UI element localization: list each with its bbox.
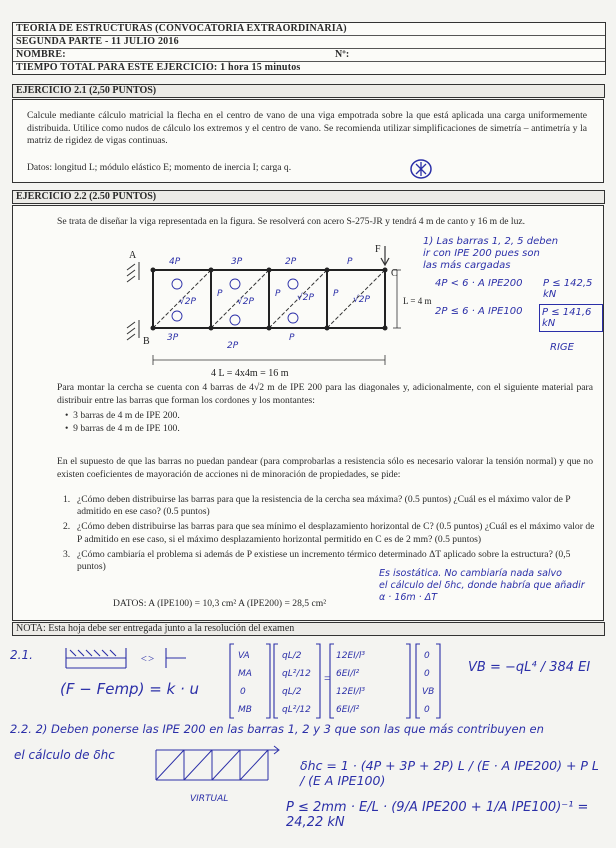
material-text: Para montar la cercha se cuenta con 4 barras de 4√2 m de IPE 200 para las diagonales y, adicionalmente, con el siguiente material para distribuir entre las barras que forman los cordones y los montantes:	[57, 382, 593, 406]
svg-text:2P: 2P	[227, 341, 239, 351]
label-a: A	[129, 250, 137, 261]
svg-text:√2P: √2P	[353, 295, 370, 305]
handwritten-result-2: P ≤ 141,6 kN	[539, 304, 603, 332]
svg-text:VA: VA	[238, 651, 250, 661]
virtual-truss-sketch	[150, 740, 280, 800]
svg-text:<>: <>	[140, 653, 155, 665]
supuesto-text: En el supuesto de que las barras no puedan pandear (para comprobarlas a resistencia sólo es necesario valorar la tensión normal) y que no existen coeficientes de mayoración de acciones ni de minoración de propiedades, se pide:	[57, 456, 593, 480]
handwritten-rige: RIGE	[550, 342, 574, 353]
header-date: SEGUNDA PARTE - 11 JULIO 2016	[13, 36, 605, 49]
section-title-2-1: EJERCICIO 2.1 (2,50 PUNTOS)	[12, 84, 605, 98]
support-a-icon	[127, 262, 139, 282]
label-f: F	[375, 244, 381, 255]
list-item: 2. ¿Cómo deben distribuirse las barras para que sea mínimo el desplazamiento horizontal de C? (0.5 puntos) ¿Cuál es el máximo valor de P admitido en ese caso, si el máximo desplazamiento horizontal permitido en C es de 2 mm? (0.5 puntos)	[63, 521, 595, 545]
list-item: • 3 barras de 4 m de IPE 200.	[65, 410, 180, 421]
hw-section-2-2-cont: el cálculo de δhc	[14, 748, 115, 762]
hw-virtual-label: VIRTUAL	[190, 794, 229, 804]
span-label: 4 L = 4x4m = 16 m	[211, 368, 289, 379]
svg-text:4P: 4P	[169, 257, 181, 267]
datos-areas: DATOS: A (IPE100) = 10,3 cm² A (IPE200) = 28,5 cm²	[113, 598, 327, 609]
handwritten-note-1: 1) Las barras 1, 2, 5 deben ir con IPE 200 pues son las más cargadas	[423, 236, 559, 271]
nombre-label: NOMBRE:	[16, 49, 66, 60]
svg-text:qL²/12: qL²/12	[282, 669, 311, 679]
svg-text:MB: MB	[238, 705, 252, 715]
load-arrow-icon	[381, 246, 389, 265]
svg-text:12EI/l³: 12EI/l³	[336, 687, 365, 697]
header-time: TIEMPO TOTAL PARA ESTE EJERCICIO: 1 hora 15 minutos	[16, 62, 301, 73]
handwritten-result-1: P ≤ 142,5 kN	[543, 278, 593, 300]
exam-header	[12, 22, 606, 75]
svg-text:qL/2: qL/2	[282, 687, 302, 697]
support-b-icon	[127, 320, 139, 340]
hw-p-final: P ≤ 2mm · E/L · (9/A IPE200 + 1/A IPE100)⁻¹ = 24,22 kN	[286, 800, 589, 830]
svg-text:12EI/l³: 12EI/l³	[336, 651, 365, 661]
svg-text:=: =	[324, 671, 331, 685]
svg-text:0: 0	[240, 687, 246, 697]
asterisk-circle-mark	[408, 158, 434, 180]
svg-text:P: P	[347, 257, 353, 267]
stiffness-matrix-sketch	[230, 638, 460, 724]
svg-text:P: P	[217, 289, 223, 299]
svg-text:3P: 3P	[167, 333, 179, 343]
questions-list	[63, 494, 595, 576]
header-nombre-row	[13, 49, 605, 62]
svg-text:P: P	[289, 333, 295, 343]
handwritten-ineq-2: 2P ≤ 6 · A IPE100	[435, 306, 523, 317]
exercise-2-1-text: Calcule mediante cálculo matricial la flecha en el centro de vano de una viga empotrada sobre la que está aplicada una carga uniformemente distribuida. Utilice como nudos de cálculo los extremos y el centro de vano. Se recomienda utilizar simplificaciones de simetría – antimetría y la matriz de rigidez de vigas continuas.	[27, 110, 587, 146]
list-item: 1. ¿Cómo deben distribuirse las barras para que la resistencia de la cercha sea máxima? (0.5 puntos) ¿Cuál es el máximo valor de P admitido en ese caso? (0.5 puntos)	[63, 494, 571, 518]
header-title: TEORÍA DE ESTRUCTURAS (CONVOCATORIA EXTRAORDINARIA)	[13, 23, 605, 36]
hw-vb-result: VB = −qL⁴ / 384 EI	[468, 660, 591, 675]
svg-text:0: 0	[424, 651, 430, 661]
svg-text:√2P: √2P	[237, 297, 254, 307]
label-b: B	[143, 336, 150, 347]
list-item: 3. ¿Cómo cambiaría el problema si además de P existiese un incremento térmico determinado ΔT aplicado sobre la estructura? (0,5 puntos)	[63, 548, 571, 573]
material-list	[65, 410, 180, 435]
hw-delta-equation: δhc = 1 · (4P + 3P + 2P) L / (E · A IPE200) + P L / (E A IPE100)	[300, 758, 599, 788]
svg-text:P: P	[275, 289, 281, 299]
truss-figure	[113, 244, 432, 384]
hw-fem-equation: (F − Femp) = k · u	[60, 680, 200, 698]
svg-text:6EI/l²: 6EI/l²	[336, 669, 360, 679]
svg-text:√2P: √2P	[297, 293, 314, 303]
height-label: L = 4 m	[403, 296, 432, 306]
svg-text:0: 0	[424, 669, 430, 679]
hw-section-2-1: 2.1.	[10, 648, 33, 662]
svg-text:MA: MA	[238, 669, 252, 679]
svg-text:P: P	[333, 289, 339, 299]
hw-section-2-2: 2.2. 2) Deben ponerse las IPE 200 en las barras 1, 2 y 3 que son las que más contribuyen en	[10, 722, 544, 736]
list-item: • 9 barras de 4 m de IPE 100.	[65, 422, 180, 434]
svg-text:√2P: √2P	[179, 297, 196, 307]
svg-text:qL/2: qL/2	[282, 651, 302, 661]
numero-label: Nº:	[335, 49, 350, 60]
svg-text:2P: 2P	[285, 257, 297, 267]
section-title-2-2: EJERCICIO 2.2 (2.50 PUNTOS)	[12, 190, 605, 204]
nota: NOTA: Esta hoja debe ser entregada junto a la resolución del examen	[12, 622, 605, 636]
exercise-2-1-datos: Datos: longitud L; módulo elástico E; momento de inercia I; carga q.	[27, 162, 292, 173]
svg-text:6EI/l²: 6EI/l²	[336, 705, 360, 715]
svg-text:VB: VB	[422, 687, 435, 697]
label-c: C	[391, 268, 398, 279]
handwritten-ineq-1: 4P < 6 · A IPE200	[435, 278, 523, 289]
handwritten-note-3: Es isostática. No cambiaría nada salvo el cálculo del δhc, donde habría que añadir α · 16m · ΔT	[379, 568, 585, 603]
exercise-2-2-intro: Se trata de diseñar la viga representada en la figura. Se resolverá con acero S-275-JR y tendrá 4 m de canto y 16 m de luz.	[57, 216, 526, 227]
exercise-2-1-box	[12, 99, 604, 183]
svg-text:3P: 3P	[231, 257, 243, 267]
beam-sketch	[56, 644, 196, 674]
svg-text:qL²/12: qL²/12	[282, 705, 311, 715]
exercise-2-2-box	[12, 205, 604, 621]
svg-text:0: 0	[424, 705, 430, 715]
